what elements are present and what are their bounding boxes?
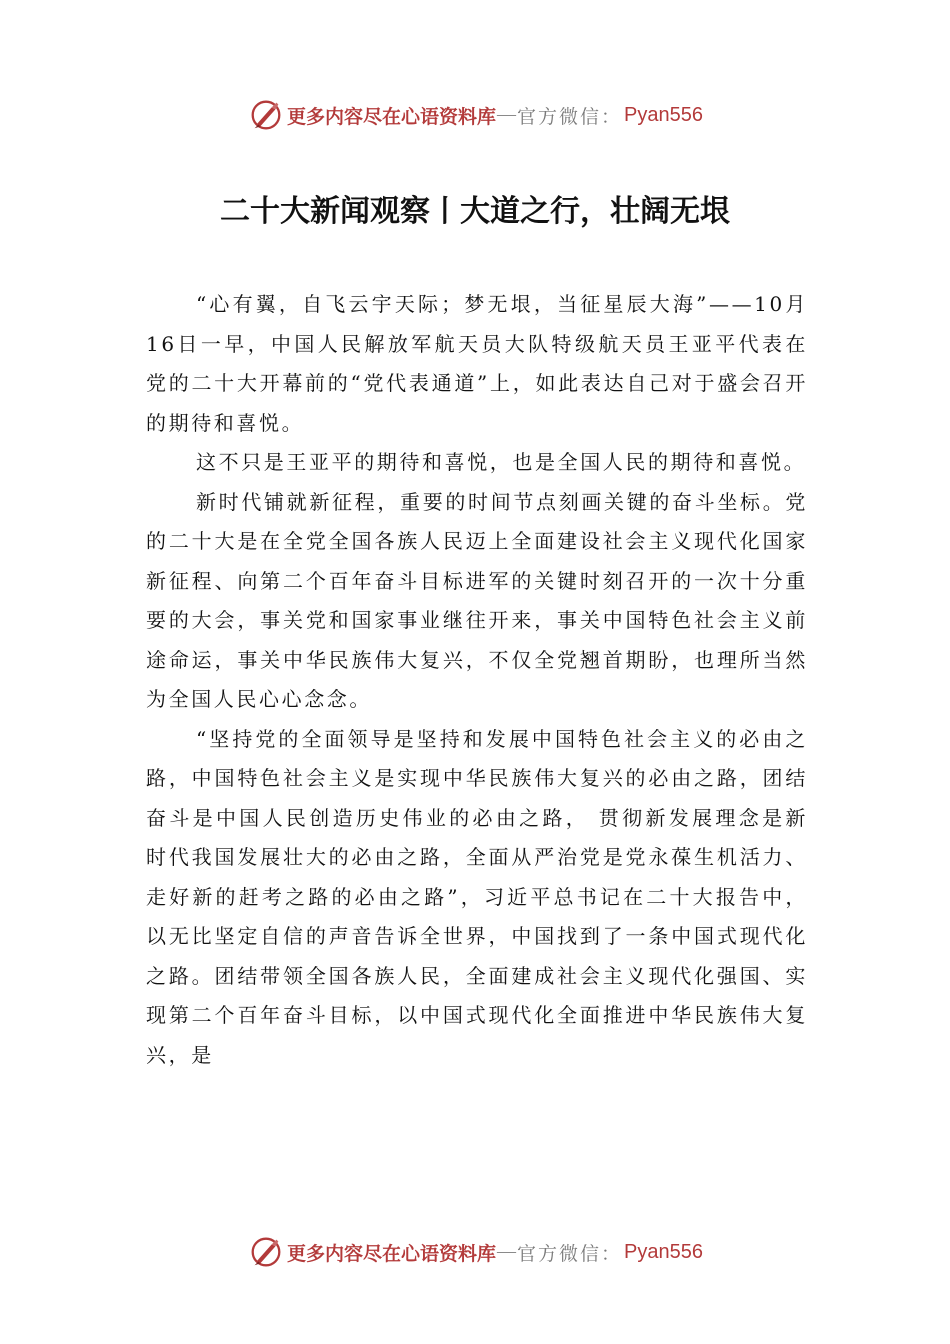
banner-wechat-label: 官方微信： [517, 1242, 623, 1265]
banner-wechat-handle: Pyan556 [624, 103, 703, 126]
banner-dash: — [497, 1241, 517, 1262]
banner-wechat-label: 官方微信： [517, 105, 623, 128]
paragraph-4: “坚持党的全面领导是坚持和发展中国特色社会主义的必由之路，中国特色社会主义是实现中华民族伟大复兴的必由之路，团结奋斗是中国人民创造历史伟业的必由之路， 贯彻新发展理念是新时代我国发展壮大的必由之路，全面从严治党是党永葆生机活力、走好新的赶考之路的必由之路”，习近平总书记在二十大报告中，以无比坚定自信的声音告诉全世界，中国找到了一条中国式现代化之路。团结带领全国各族人民，全面建成社会主义现代化强国、实现第二个百年奋斗目标，以中国式现代化全面推进中华民族伟大复兴，是 [146, 726, 808, 1067]
article-body [146, 285, 808, 1075]
footer-banner [0, 1230, 950, 1274]
pen-logo-icon [247, 1233, 285, 1271]
banner-wechat-handle: Pyan556 [624, 1240, 703, 1263]
banner-brand-text: 更多内容尽在心语资料库 [287, 1242, 497, 1265]
pen-logo-icon [247, 96, 285, 134]
paragraph-1: “心有翼，自飞云宇天际；梦无垠，当征星辰大海”——10月16日一早，中国人民解放军航天员大队特级航天员王亚平代表在党的二十大开幕前的“党代表通道”上，如此表达自己对于盛会召开的期待和喜悦。 [146, 292, 808, 435]
header-banner [0, 93, 950, 137]
paragraph-2: 这不只是王亚平的期待和喜悦，也是全国人民的期待和喜悦。 [196, 450, 807, 474]
banner-brand-text: 更多内容尽在心语资料库 [287, 105, 497, 128]
paragraph-3: 新时代铺就新征程，重要的时间节点刻画关键的奋斗坐标。党的二十大是在全党全国各族人民迈上全面建设社会主义现代化国家新征程、向第二个百年奋斗目标进军的关键时刻召开的一次十分重要的大会，事关党和国家事业继往开来，事关中国特色社会主义前途命运，事关中华民族伟大复兴，不仅全党翘首期盼，也理所当然为全国人民心心念念。 [146, 489, 808, 711]
banner-dash: — [497, 104, 517, 125]
article-title: 二十大新闻观察丨大道之行，壮阔无垠 [220, 194, 730, 229]
